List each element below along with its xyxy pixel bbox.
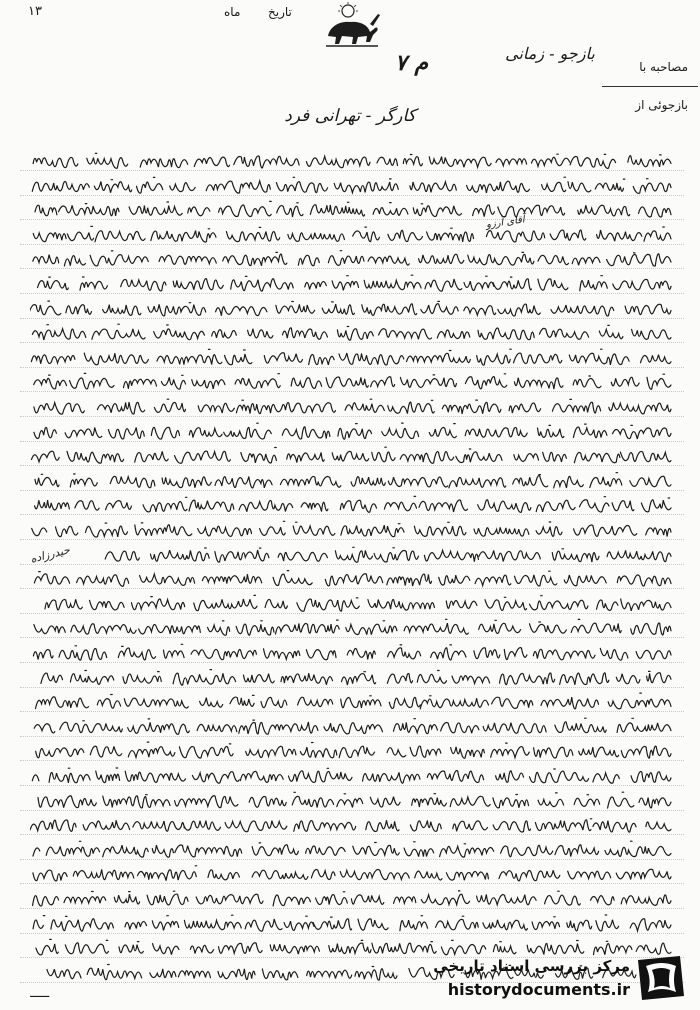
date-label: تاریخ — [268, 5, 292, 19]
handwriting-line — [30, 519, 675, 543]
watermark-org-name: مرکز بررسی اسناد تاریخی — [433, 957, 630, 975]
handwriting-line — [100, 544, 675, 568]
lion-and-sun-emblem — [318, 2, 384, 48]
handwriting-line — [30, 790, 675, 814]
handwriting-line — [30, 298, 675, 322]
signature-mark: ـــــ — [30, 986, 50, 1001]
handwriting-line — [30, 740, 675, 764]
handwriting-line — [30, 691, 675, 715]
watermark-url: historydocuments.ir — [447, 980, 630, 999]
archive-logo-icon — [632, 952, 690, 1002]
handwriting-line — [30, 814, 675, 838]
handwriting-line — [30, 765, 675, 789]
handwriting-line — [30, 371, 675, 395]
margin-note: آقای آرزو — [485, 214, 526, 231]
header-divider — [602, 86, 698, 87]
handwriting-line — [30, 150, 675, 174]
interrogated-name: کارگر - تهرانی فرد — [284, 106, 416, 126]
handwriting-line — [30, 716, 675, 740]
handwriting-line — [30, 421, 675, 445]
month-label: ماه — [224, 5, 241, 19]
handwriting-line — [30, 199, 675, 223]
handwriting-line — [30, 273, 675, 297]
handwriting-line — [30, 839, 675, 863]
handwriting-line — [30, 445, 675, 469]
handwriting-line — [30, 224, 675, 248]
handwriting-line — [30, 667, 675, 691]
margin-note: حیدرزاده — [29, 543, 72, 566]
handwriting-line — [30, 347, 675, 371]
page-number: ۱۳ — [28, 4, 42, 19]
handwriting-line — [30, 888, 675, 912]
handwriting-line — [30, 494, 675, 518]
handwriting-line — [30, 568, 675, 592]
handwriting-line — [30, 322, 675, 346]
handwriting-line — [30, 913, 675, 937]
handwriting-line — [30, 617, 675, 641]
interview-label: مصاحبه با — [639, 60, 688, 74]
handwriting-line — [30, 248, 675, 272]
handwriting-line — [30, 396, 675, 420]
interrogation-label: بازجوئی از — [635, 98, 688, 112]
file-mark: م ۷ — [395, 50, 429, 76]
handwriting-line — [30, 642, 675, 666]
handwriting-line — [30, 175, 675, 199]
interviewer-name: بازجو - زمانی — [505, 44, 595, 63]
handwriting-line — [30, 593, 675, 617]
handwriting-line — [30, 863, 675, 887]
handwriting-line — [30, 470, 675, 494]
